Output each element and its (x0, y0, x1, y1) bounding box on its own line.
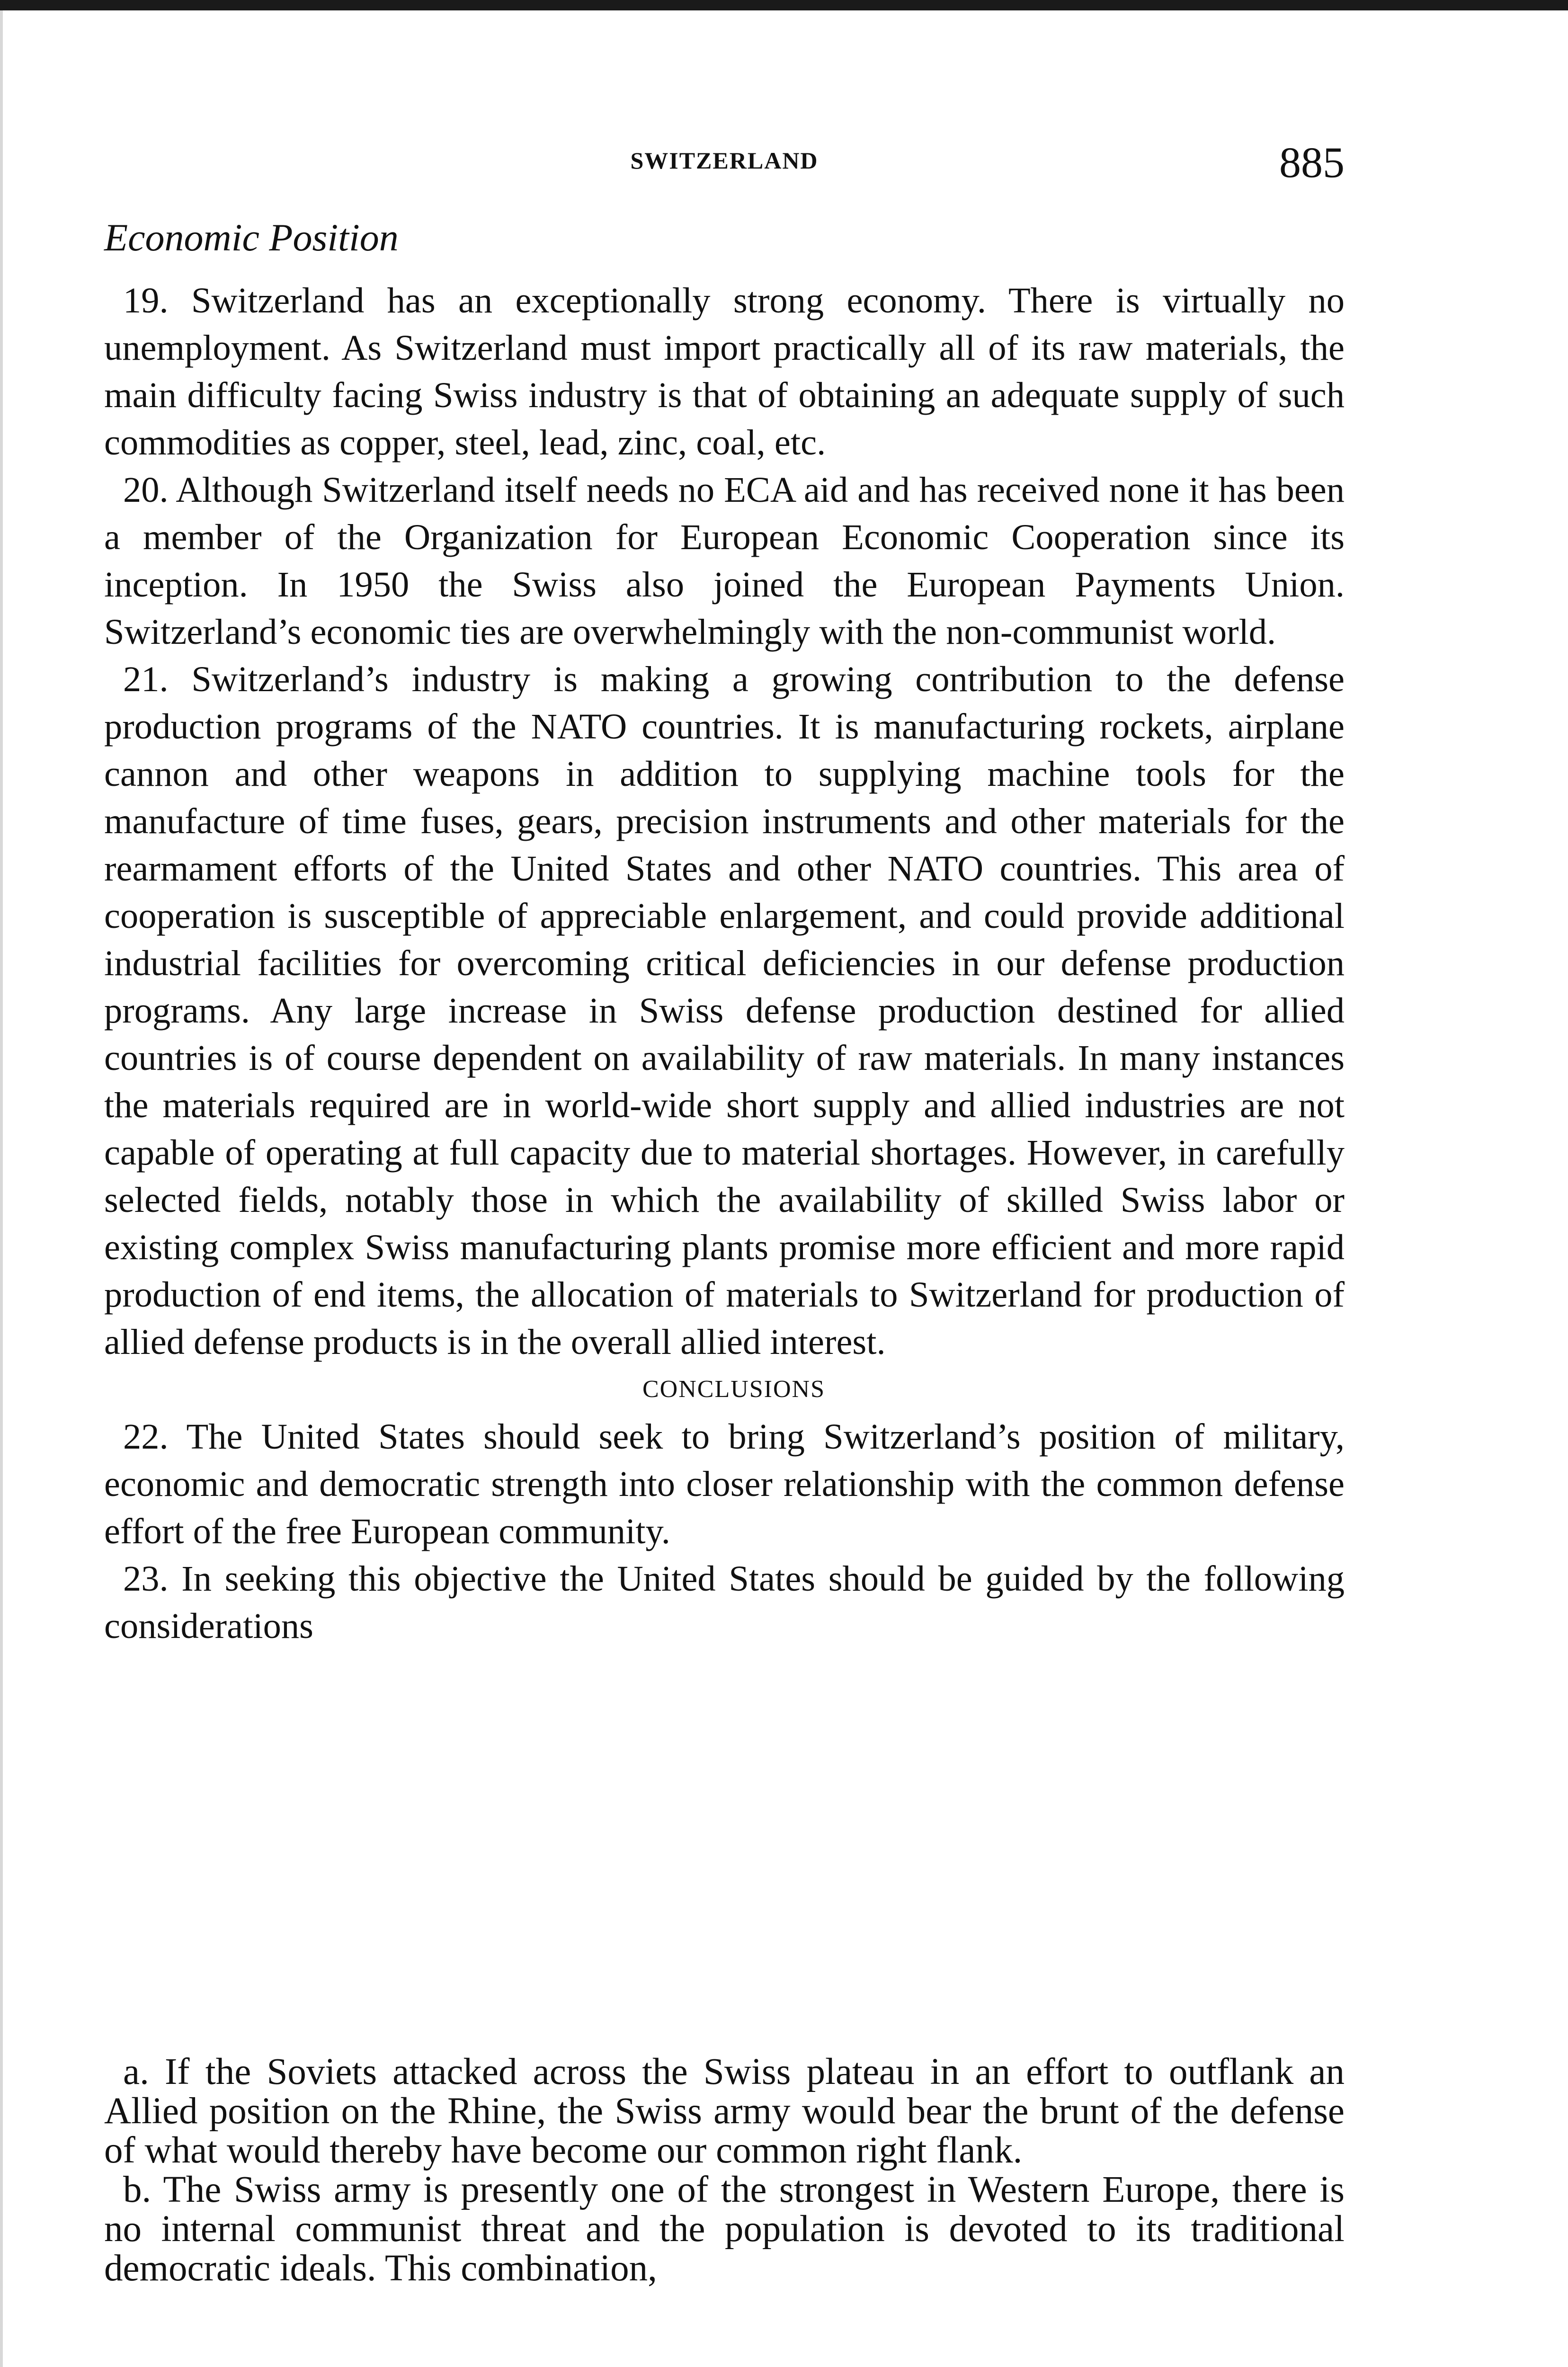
section-heading: Economic Position (104, 216, 399, 259)
document-page (104, 0, 1345, 2367)
paragraph-20: 20. Although Switzerland itself needs no ECA aid and has received none it has been a member of the Organization for European Economic Cooperation since its inception. In 1950 the Swiss also joined the European Payments Union. Switzerland’s economic ties are overwhelmingly with the non-communist world. (104, 470, 1345, 652)
page-number: 885 (1279, 138, 1345, 187)
paragraph-21: 21. Switzerland’s industry is making a growing contribution to the defense production programs of the NATO countries. It is manufacturing rockets, airplane cannon and other weapons in addition to supplying machine tools for the manufacture of time fuses, gears, precision instruments and other materials for the rearmament efforts of the United States and other NATO countries. This area of cooperation is susceptible of appreciable enlargement, and could provide additional industrial facilities for overcoming critical deficiencies in our defense production programs. Any large increase in Swiss defense production destined for allied countries is of course dependent on availability of raw materials. In many instances the materials required are in world-wide short supply and allied industries are not capable of operating at full capacity due to material shortages. However, in carefully selected fields, notably those in which the availability of skilled Swiss labor or existing complex Swiss manufacturing plants promise more efficient and more rapid production of end items, the allocation of materials to Switzerland for production of allied defense products is in the overall allied interest. (104, 659, 1345, 1362)
consideration-b: b. The Swiss army is presently one of the strongest in Western Europe, there is no internal communist threat and the population is devoted to its traditional democratic ideals. This combination, (104, 2169, 1345, 2289)
running-head (104, 137, 1345, 189)
conclusions-heading: CONCLUSIONS (642, 1376, 826, 1403)
paragraph-23: 23. In seeking this objective the United States should be guided by the following considerations (104, 1558, 1345, 1646)
considerations-list (104, 2052, 1345, 2288)
scan-left-edge (0, 10, 3, 2367)
paragraph-22: 22. The United States should seek to bring Switzerland’s position of military, economic and democratic strength into closer relationship with the common defense effort of the free European community. (104, 1416, 1345, 1551)
paragraph-19: 19. Switzerland has an exceptionally strong economy. There is virtually no unemployment. As Switzerland must import practically all of its raw materials, the main difficulty facing Swiss industry is that of obtaining an adequate supply of such commodities as copper, steel, lead, zinc, coal, etc. (104, 280, 1345, 463)
running-title: SWITZERLAND (630, 147, 819, 174)
consideration-a: a. If the Soviets attacked across the Swiss plateau in an effort to outflank an Allied position on the Rhine, the Swiss army would bear the brunt of the defense of what would thereby have become our common right flank. (104, 2051, 1345, 2171)
main-text (104, 277, 1345, 1650)
